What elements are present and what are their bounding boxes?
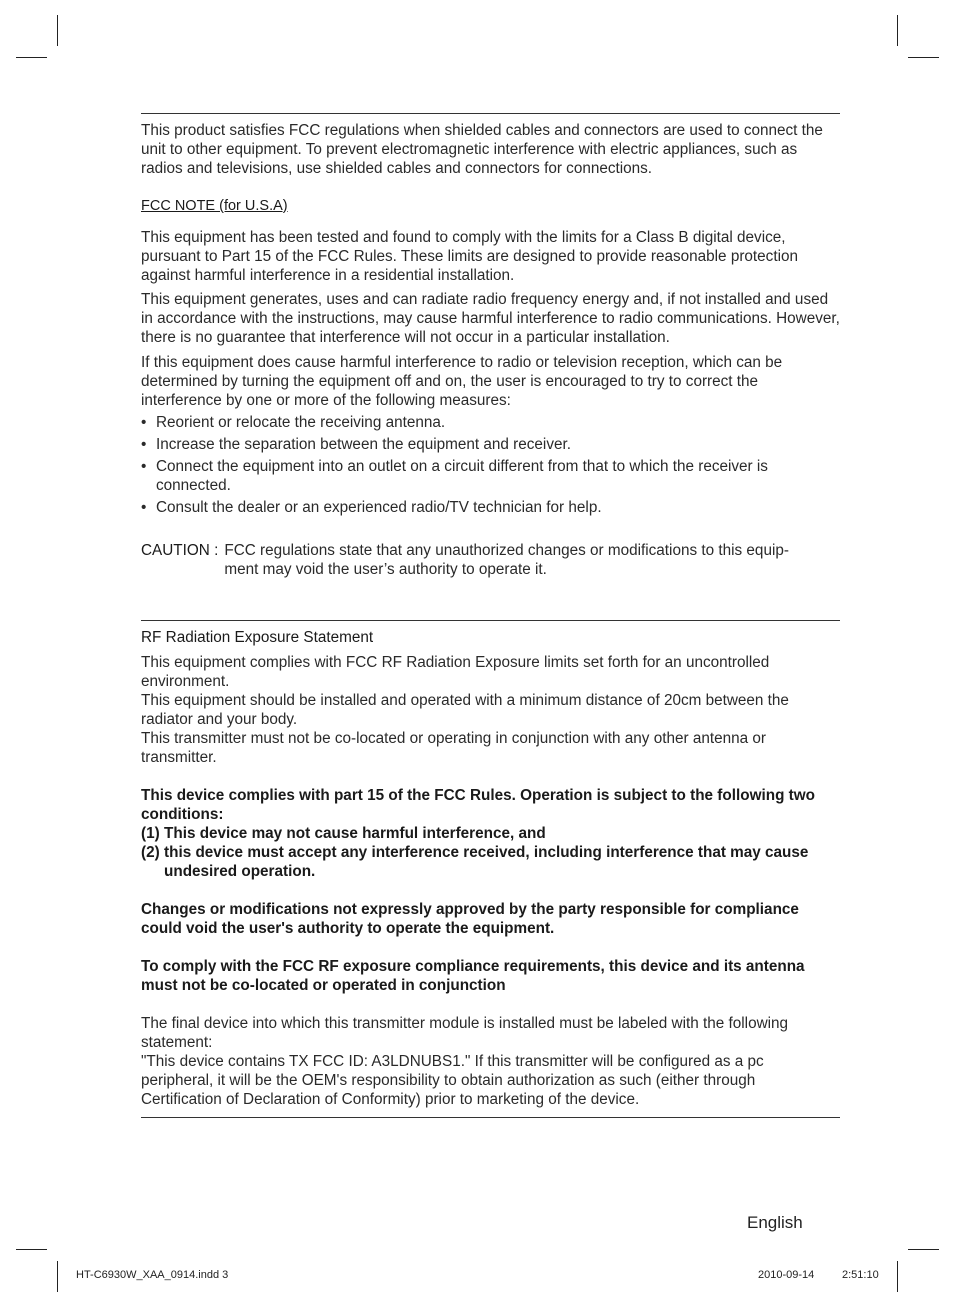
condition-item xyxy=(141,824,840,843)
condition-number: (1) xyxy=(141,825,160,842)
crop-mark xyxy=(16,1249,47,1250)
rf-line: This equipment complies with FCC RF Radiation Exposure limits set forth for an uncontrolled environment. xyxy=(141,654,770,690)
list-item: • Connect the equipment into an outlet on a circuit different from that to which the receiver is connected. xyxy=(141,457,840,495)
measures-list xyxy=(141,413,840,517)
comply-text: To comply with the FCC RF exposure compliance requirements, this device and its antenna must not be co-located or operated in conjunction xyxy=(141,958,805,994)
fcc-note-body xyxy=(141,228,840,520)
changes-text: Changes or modifications not expressly approved by the party responsible for compliance could void the user's authority to operate the equipment. xyxy=(141,901,799,937)
rf-statement xyxy=(141,653,840,767)
condition-number: (2) xyxy=(141,844,160,861)
comply-block xyxy=(141,957,840,995)
condition-item xyxy=(141,843,840,881)
crop-mark xyxy=(57,1261,58,1292)
list-item: • Consult the dealer or an experienced radio/TV technician for help. xyxy=(141,498,840,517)
footer-date: 2010-09-14 xyxy=(758,1269,815,1281)
crop-mark xyxy=(897,1261,898,1292)
top-rule xyxy=(141,113,840,114)
language-label: English xyxy=(747,1213,803,1232)
rf-line: This equipment should be installed and operated with a minimum distance of 20cm between the radiator and your body. xyxy=(141,692,789,728)
fcc-paragraph: This equipment has been tested and found to comply with the limits for a Class B digital device, pursuant to Part 15 of the FCC Rules. These limits are designed to provide reasonable protection against harmful interference in a residential installation. xyxy=(141,229,798,284)
bottom-rule xyxy=(141,1117,840,1118)
caution-block xyxy=(141,541,840,579)
condition-text: this device must accept any interference received, including interference that may cause undesired operation. xyxy=(164,844,809,880)
crop-mark xyxy=(908,1249,939,1250)
crop-mark xyxy=(897,15,898,46)
label-statement: The final device into which this transmitter module is installed must be labeled with the following statement: xyxy=(141,1015,789,1051)
crop-mark xyxy=(908,57,939,58)
changes-block xyxy=(141,900,840,938)
crop-mark xyxy=(57,15,58,46)
fcc-note-heading: FCC NOTE (for U.S.A) xyxy=(141,198,288,214)
footer-time: 2:51:10 xyxy=(842,1269,879,1281)
fcc-paragraph: This equipment generates, uses and can radiate radio frequency energy and, if not installed and used in accordance with the instructions, may cause harmful interference to radio communications. However, there is no guarantee that interference will not occur in a particular installation. xyxy=(141,291,840,346)
condition-text: This device may not cause harmful interference, and xyxy=(164,825,546,842)
part15-block xyxy=(141,786,840,881)
footer-filename: HT-C6930W_XAA_0914.indd 3 xyxy=(76,1269,229,1281)
intro-paragraph xyxy=(141,121,840,178)
fcc-paragraph: If this equipment does cause harmful interference to radio or television reception, which can be determined by turning the equipment off and on, the user is encouraged to try to correct the interference by one or more of the following measures: xyxy=(141,354,783,409)
rf-line: This transmitter must not be co-located or operating in conjunction with any other antenna or transmitter. xyxy=(141,730,766,766)
crop-mark xyxy=(16,57,47,58)
label-block xyxy=(141,1014,840,1109)
part15-intro: This device complies with part 15 of the FCC Rules. Operation is subject to the following two conditions: xyxy=(141,787,815,823)
caution-label: CAUTION : xyxy=(141,542,219,559)
caution-text: FCC regulations state that any unauthorized changes or modifications to this equip-ment may void the user’s authority to operate it. xyxy=(224,542,789,578)
list-item: • Increase the separation between the equipment and receiver. xyxy=(141,435,840,454)
list-item: • Reorient or relocate the receiving antenna. xyxy=(141,413,840,432)
intro-text: This product satisfies FCC regulations when shielded cables and connectors are used to connect the unit to other equipment. To prevent electromagnetic interference with electric appliances, such as radios and televisions, use shielded cables and connectors for connections. xyxy=(141,122,823,177)
rf-heading: RF Radiation Exposure Statement xyxy=(141,629,374,646)
fcc-id-statement: "This device contains TX FCC ID: A3LDNUBS1." If this transmitter will be configured as a pc peripheral, it will be the OEM's responsibility to obtain authorization as such (either through Certification of Declaration of Conformity) prior to marketing of the device. xyxy=(141,1053,764,1108)
fcc-note-section xyxy=(141,196,840,216)
rf-heading-block xyxy=(141,628,840,647)
middle-rule xyxy=(141,620,840,621)
